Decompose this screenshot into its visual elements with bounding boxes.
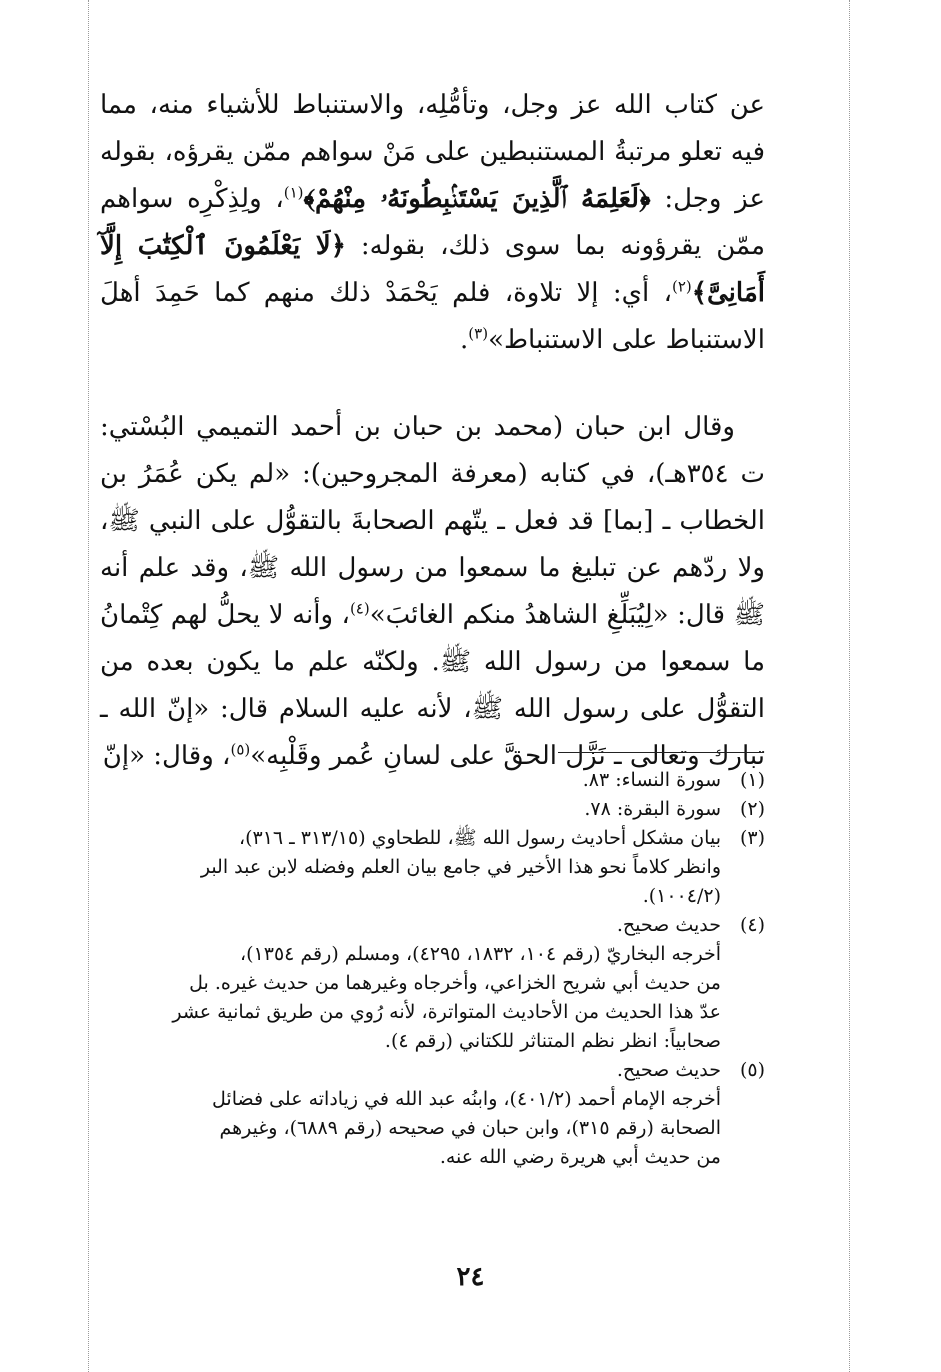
quran-verse-1: ﴿لَعَلِمَهُ ٱلَّذِينَ يَسْتَنۢبِطُونَهُۥ مِنْهُمْ﴾ xyxy=(303,184,651,214)
para2-text2: ، وأنه لا يحلُّ لهم كِتْمانُ ما سمعوا من رسول الله ﷺ. ولكنّه علم ما يكون بعده من التقوُّل على رسول الله ﷺ، لأنه عليه السلام قال: «إنّ الله ـ تبارك وتعالى ـ نَزَّل الحقَّ على لسانِ عُمر وقَلْبِه» xyxy=(100,600,765,771)
para1-line2: تعلو مرتبةُ المستنبطين على مَنْ سواهم ممّن يقرؤه، بقوله عز xyxy=(100,137,765,214)
footnote-line: (١٠٠٤/٢). xyxy=(642,885,721,907)
footnote-line: حديث صحيح. xyxy=(616,914,721,936)
para2-text3: ، وقال: «إنّ xyxy=(102,741,231,771)
para1-line3a: وجل: xyxy=(650,184,722,214)
paragraph-1 xyxy=(100,82,765,364)
para1-end: . xyxy=(460,325,469,355)
footnote-line: عدّ هذا الحديث من الأحاديث المتواترة، لأنه رُوي من طريق ثمانية عشر xyxy=(172,1001,721,1023)
footnote-line: حديث صحيح. xyxy=(616,1059,721,1081)
footnote-line: أخرجه البخاريّ (رقم ١٠٤، ١٨٣٢، ٤٢٩٥)، ومسلم (رقم ١٣٥٤)، xyxy=(240,943,721,965)
footnote-number: (٥) xyxy=(739,1059,765,1081)
footnote-line: من حديث أبي هريرة رضي الله عنه. xyxy=(439,1146,721,1168)
footnote-ref-4[interactable]: (٤) xyxy=(349,599,370,618)
footnote-text xyxy=(100,795,721,824)
main-text xyxy=(100,82,765,780)
footnote-5 xyxy=(100,1056,765,1172)
footnote-line: سورة النساء: ٨٣. xyxy=(582,769,721,791)
footnote-text xyxy=(100,911,721,1056)
footnote-number: (٤) xyxy=(739,914,765,936)
footnote-line: سورة البقرة: ٧٨. xyxy=(584,798,721,820)
para1-line3b: ، ولِذِكْرِه سواهم ممّن xyxy=(100,184,766,261)
footnote-separator xyxy=(558,752,764,753)
footnote-line: وانظر كلاماً نحو هذا الأخير في جامع بيان العلم وفضله لابن عبد البر xyxy=(200,856,721,878)
para1-line1: عن كتاب الله عز وجل، وتأمُّلِه، والاستنباط للأشياء منه، مما فيه xyxy=(100,90,766,167)
footnote-number: (١) xyxy=(739,769,765,791)
footnote-line: صحابياً: انظر نظم المتناثر للكتاني (رقم ٤). xyxy=(384,1030,721,1052)
footnote-line: الصحابة (رقم ٣١٥)، وابن حبان في صحيحه (رقم ٦٨٨٩)، وغيرهم xyxy=(219,1117,721,1139)
page-number: ٢٤ xyxy=(456,1262,485,1292)
footnote-4 xyxy=(100,911,765,1056)
footnote-line: أخرجه الإمام أحمد (٤٠١/٢)، وابنُه عبد الله في زياداته على فضائل xyxy=(212,1088,721,1110)
footnote-number: (٣) xyxy=(739,827,765,849)
footnote-1 xyxy=(100,766,765,795)
footnote-number: (٢) xyxy=(739,798,765,820)
footnote-text xyxy=(100,824,721,911)
scan-guide-line-right xyxy=(849,0,850,1372)
footnote-line: بيان مشكل أحاديث رسول الله ﷺ، للطحاوي (٣١٣/١٥ ـ ٣١٦)، xyxy=(238,827,721,849)
para1-line6: الاستنباط على الاستنباط» xyxy=(488,325,765,355)
footnote-text xyxy=(100,766,721,795)
para2-text1: وقال ابن حبان (محمد بن حبان بن أحمد التميمي البُسْتي: ت ٣٥٤هـ)، في كتابه (معرفة المجروحين): «لم يكن عُمَرُ بن الخطاب ـ [بما] قد فعل ـ يتّهم الصحابةَ بالتقوُّل على النبي ﷺ، ولا ردّهم عن تبليغ ما سمعوا من رسول الله ﷺ، وقد علم أنه ﷺ قال: «لِيُبَلِّغِ الشاهدُ منكم الغائبَ» xyxy=(100,412,765,630)
footnote-text xyxy=(100,1056,721,1172)
footnote-3 xyxy=(100,824,765,911)
paragraph-2 xyxy=(100,404,765,780)
footnote-ref-3[interactable]: (٣) xyxy=(468,324,489,343)
para1-line5b: ، أي: إلا تلاوة، فلم يَحْمَدْ ذلك منهم كما حَمِدَ أهلَ xyxy=(100,278,672,308)
footnote-2 xyxy=(100,795,765,824)
footnotes xyxy=(100,766,765,1172)
footnote-ref-2[interactable]: (٢) xyxy=(672,277,692,296)
footnote-line: من حديث أبي شريح الخزاعي، وأخرجاه وغيرهما من حديث غيره. بل xyxy=(189,972,721,994)
footnote-ref-5[interactable]: (٥) xyxy=(230,740,251,759)
scan-guide-line-left xyxy=(88,0,89,1372)
quran-verse-2: ﴿لَا يَعْلَمُونَ ٱلْكِتَٰبَ إِلَّآ أَمَانِىَّ﴾ xyxy=(100,231,765,308)
footnote-ref-1[interactable]: (١) xyxy=(283,183,304,202)
para1-line4a: يقرؤونه بما سوى ذلك، بقوله: xyxy=(345,231,702,261)
